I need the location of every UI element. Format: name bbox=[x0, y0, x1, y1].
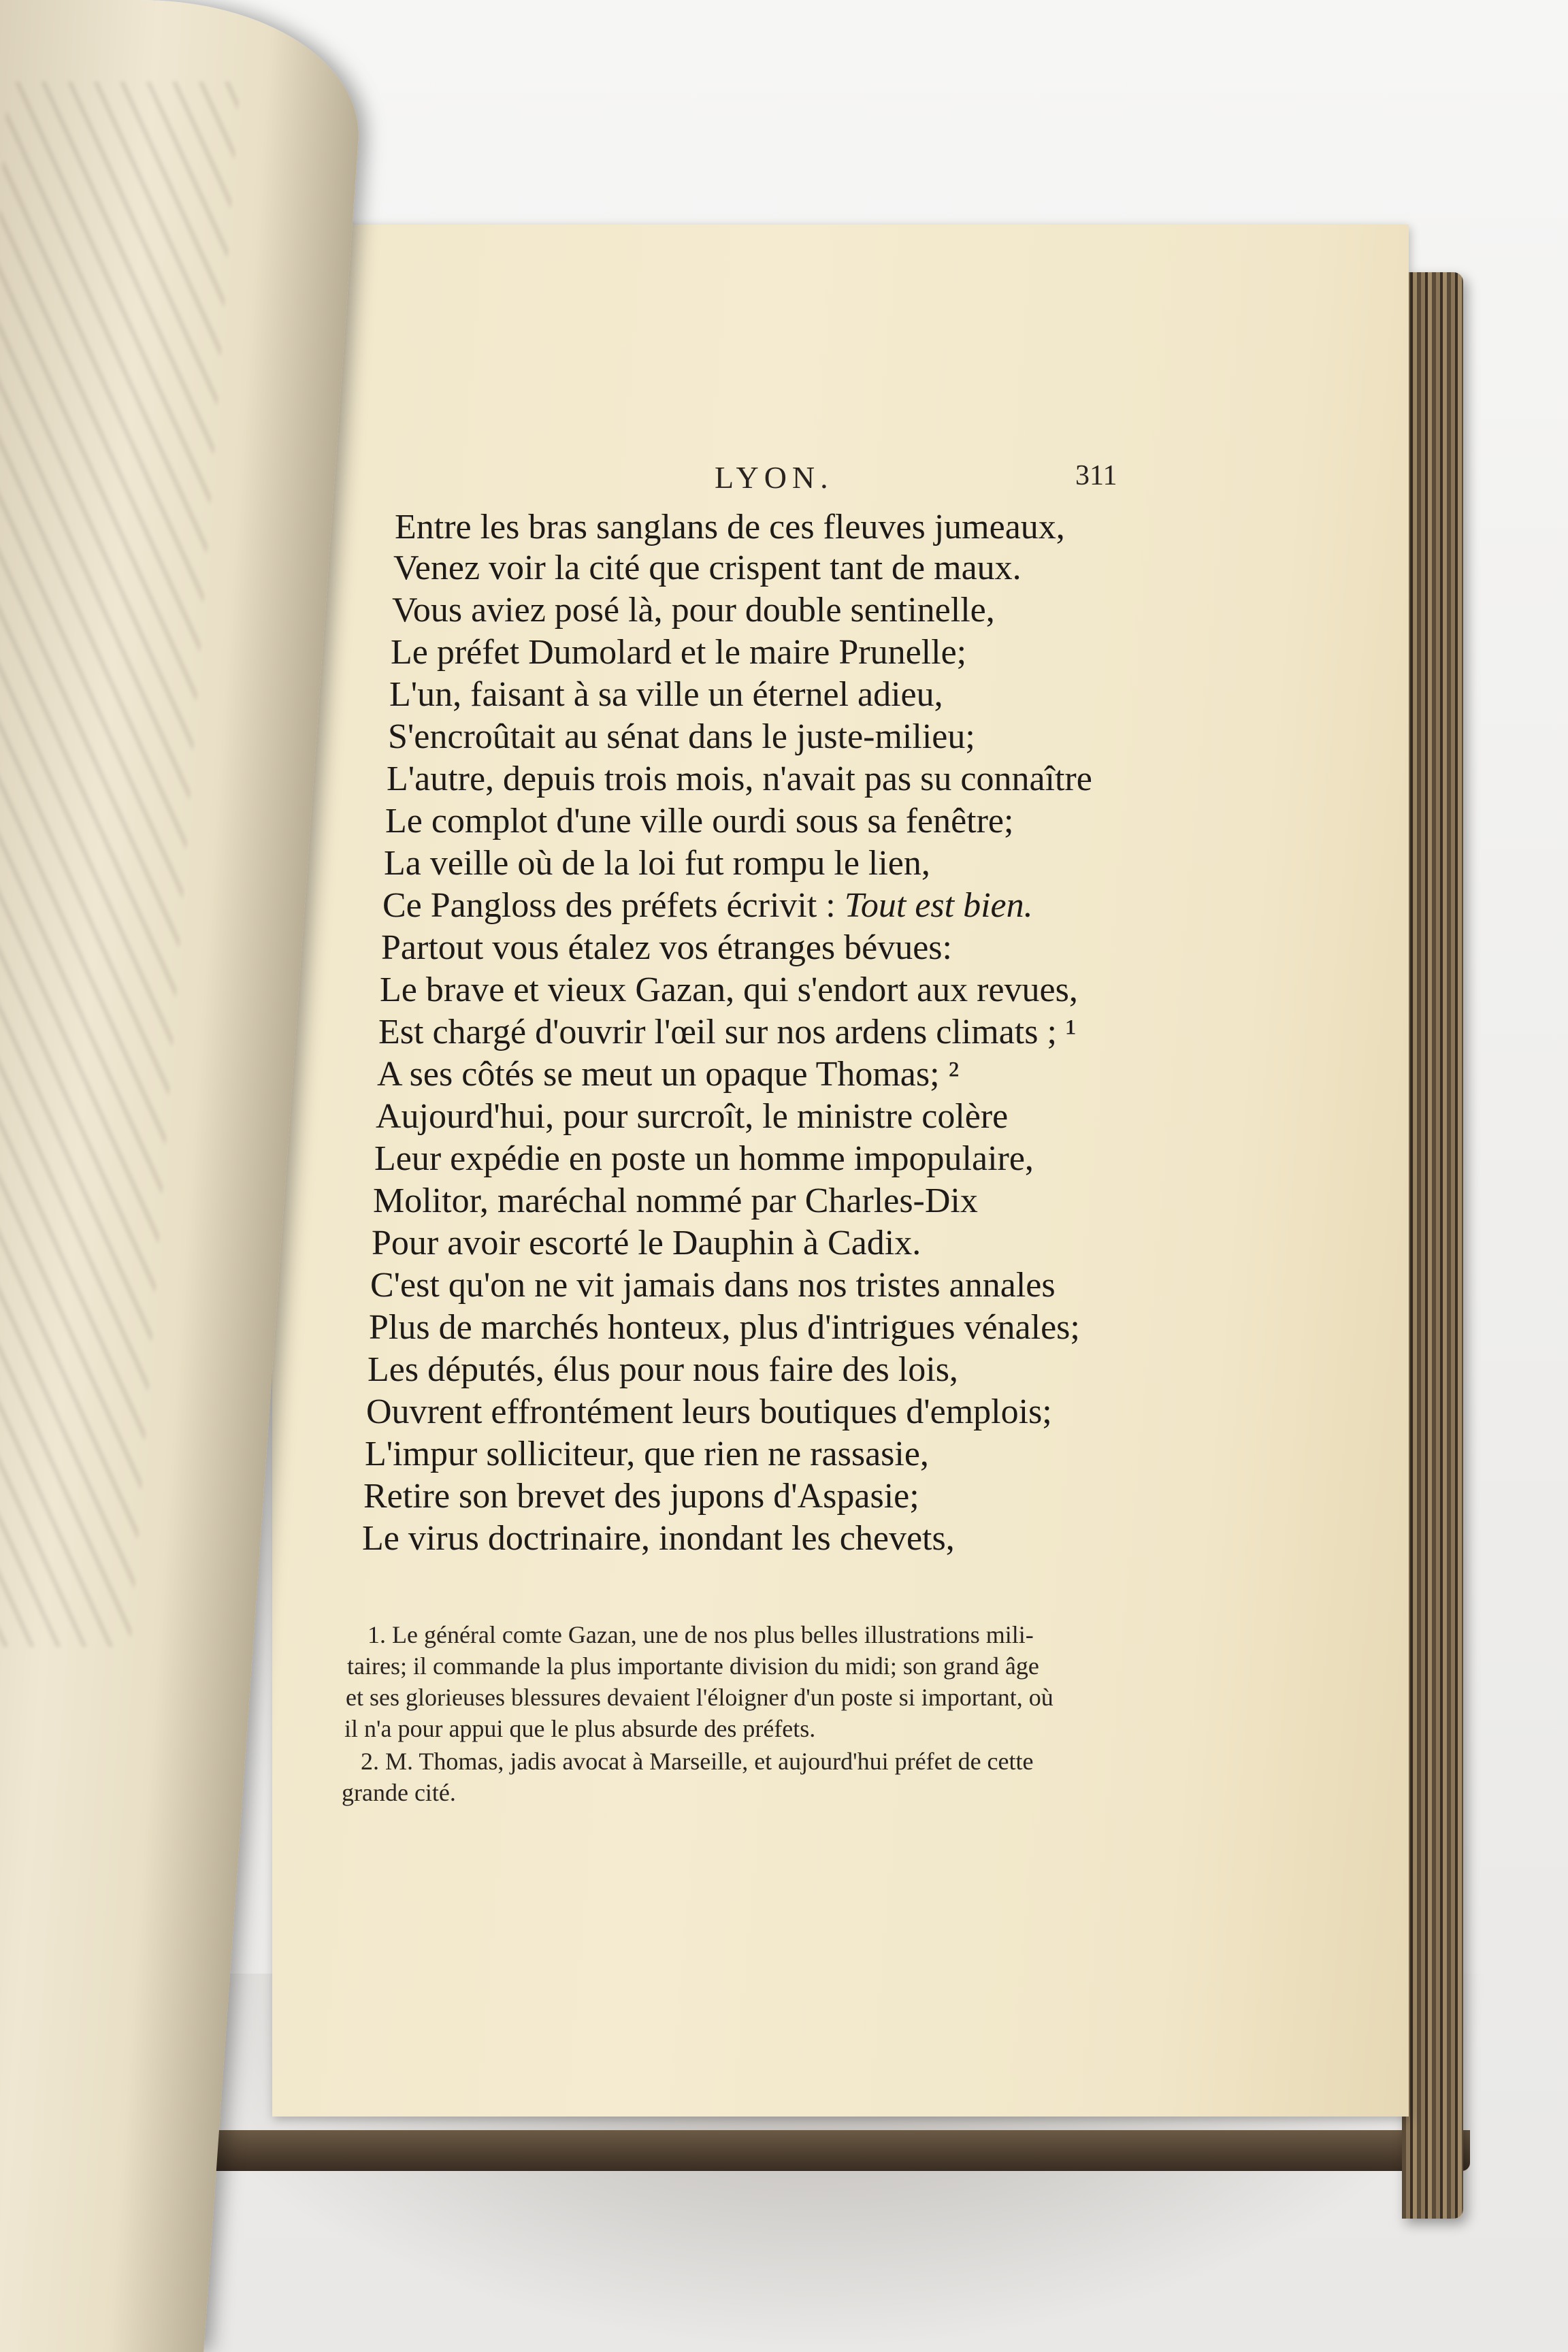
verse-line: Est chargé d'ouvrir l'œil sur nos ardens climats ; ¹ bbox=[378, 1013, 1077, 1051]
verse-italic-phrase: Tout est bien. bbox=[844, 886, 1033, 925]
verse-line: C'est qu'on ne vit jamais dans nos tristes annales bbox=[370, 1266, 1056, 1305]
verse-line: Entre les bras sanglans de ces fleuves jumeaux, bbox=[395, 508, 1065, 546]
verse-line: Le brave et vieux Gazan, qui s'endort aux revues, bbox=[380, 970, 1078, 1009]
footnote-line: 1. Le général comte Gazan, une de nos plus belles illustrations mili- bbox=[368, 1621, 1034, 1648]
verse-line: Pour avoir escorté le Dauphin à Cadix. bbox=[372, 1224, 921, 1262]
verse-line: Le complot d'une ville ourdi sous sa fenêtre; bbox=[385, 802, 1014, 840]
verse-line: Les députés, élus pour nous faire des lois, bbox=[368, 1350, 958, 1389]
verse-line: S'encroûtait au sénat dans le juste-milieu; bbox=[388, 717, 975, 756]
page-title: LYON. bbox=[715, 460, 834, 495]
footnote-line: 2. M. Thomas, jadis avocat à Marseille, et aujourd'hui préfet de cette bbox=[361, 1748, 1034, 1775]
facing-page-text-blur bbox=[0, 82, 240, 1647]
verse-line: A ses côtés se meut un opaque Thomas; ² bbox=[377, 1055, 960, 1094]
verse-line: Molitor, maréchal nommé par Charles-Dix bbox=[373, 1181, 978, 1220]
verse-line: Plus de marchés honteux, plus d'intrigues vénales; bbox=[369, 1308, 1080, 1347]
verse-line: L'autre, depuis trois mois, n'avait pas su connaître bbox=[387, 760, 1092, 798]
footnote-line: et ses glorieuses blessures devaient l'éloigner d'un poste si important, où bbox=[346, 1684, 1054, 1711]
footnote-line: taires; il commande la plus importante division du midi; son grand âge bbox=[347, 1652, 1039, 1680]
footnote-line: grande cité. bbox=[342, 1779, 456, 1806]
verse-line: L'un, faisant à sa ville un éternel adieu, bbox=[389, 675, 943, 714]
verse-line: Le virus doctrinaire, inondant les chevets, bbox=[362, 1519, 955, 1558]
footnote-line: il n'a pour appui que le plus absurde des préfets. bbox=[344, 1715, 816, 1742]
book-page bbox=[272, 225, 1409, 2117]
verse-line: Venez voir la cité que crispent tant de maux. bbox=[393, 549, 1022, 587]
page-edges bbox=[1402, 272, 1463, 2219]
book-cover-edge bbox=[143, 2130, 1470, 2171]
verse-line: Partout vous étalez vos étranges bévues: bbox=[381, 928, 952, 967]
verse-line-text: Ce Pangloss des préfets écrivit : bbox=[382, 886, 836, 925]
verse-line-with-italic bbox=[382, 885, 1033, 926]
verse-line: Le préfet Dumolard et le maire Prunelle; bbox=[391, 633, 967, 672]
verse-line: La veille où de la loi fut rompu le lien, bbox=[384, 844, 930, 883]
verse-line: Ouvrent effrontément leurs boutiques d'emplois; bbox=[366, 1392, 1052, 1431]
verse-line: L'impur solliciteur, que rien ne rassasie, bbox=[365, 1435, 929, 1473]
verse-line: Leur expédie en poste un homme impopulaire, bbox=[374, 1139, 1034, 1178]
running-head bbox=[272, 459, 1409, 500]
verse-line: Aujourd'hui, pour surcroît, le ministre colère bbox=[376, 1097, 1009, 1136]
verse-line: Retire son brevet des jupons d'Aspasie; bbox=[363, 1477, 919, 1516]
page-number: 311 bbox=[1075, 460, 1117, 491]
verse-line: Vous aviez posé là, pour double sentinelle, bbox=[392, 591, 995, 630]
